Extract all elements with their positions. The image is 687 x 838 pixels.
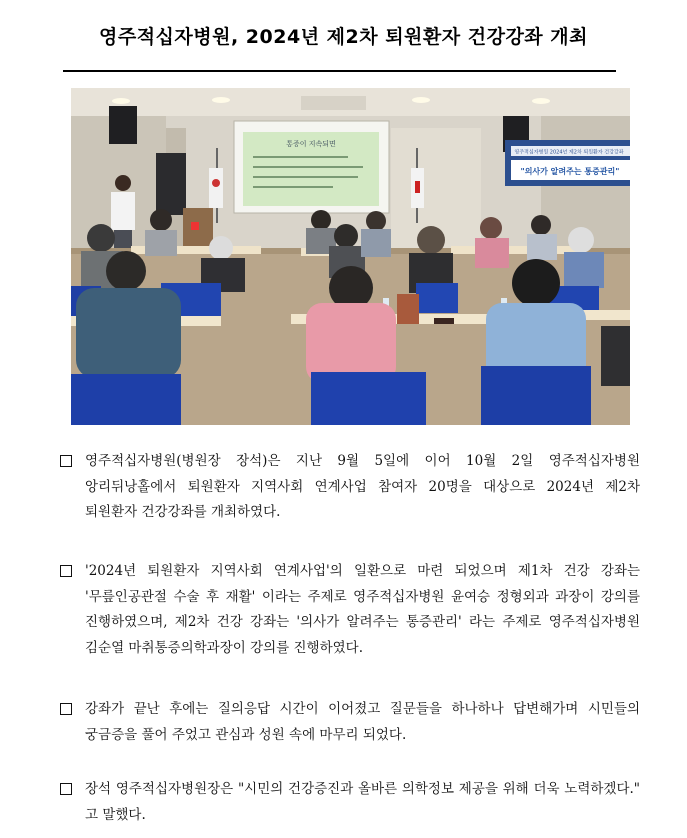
paragraph-text: 영주적십자병원(병원장 장석)은 지난 9월 5일에 이어 10월 2일 영주적십자병원 앙리뒤낭홀에서 퇴원환자 지역사회 연계사업 참여자 20명을 대상으로 2024년 제2차 퇴원환자 건강강좌를 개최하였다. [85,453,640,520]
paragraph-1 [60,449,640,526]
slide-title: 통증이 지속되면 [286,140,336,148]
paragraph-2 [60,559,640,661]
lecture-photo [71,88,630,425]
paragraph-text: 강좌가 끝난 후에는 질의응답 시간이 이어졌고 질문들을 하나하나 답변해가며 시민들의 궁금증을 풀어 주었고 관심과 성원 속에 마무리 되었다. [85,701,640,743]
paragraph-4 [60,777,640,828]
article-title: 영주적십자병원, 2024년 제2차 퇴원환자 건강강좌 개최 [99,26,588,48]
banner-subtitle: 영주적십자병원 2024년 제2차 퇴원환자 건강강좌 [514,149,624,156]
checkbox-bullet-icon [60,565,72,577]
checkbox-bullet-icon [60,455,72,467]
title-underline [63,70,616,72]
checkbox-bullet-icon [60,703,72,715]
checkbox-bullet-icon [60,783,72,795]
paragraph-text: 장석 영주적십자병원장은 "시민의 건강증진과 올바른 의학정보 제공을 위해 더욱 노력하겠다." 고 말했다. [85,781,640,823]
paragraph-text: '2024년 퇴원환자 지역사회 연계사업'의 일환으로 마련 되었으며 제1차 건강 강좌는 '무릎인공관절 수술 후 재활' 이라는 주제로 영주적십자병원 윤여승 정형외과 과장이 강의를 진행하였으며, 제2차 건강 강좌는 '의사가 알려주는 통증관리' 라는 주제로 영주적십자병원 김순열 마취통증의학과장이 강의를 진행하였다. [85,563,640,656]
banner-title: "의사가 알려주는 통증관리" [520,167,620,176]
paragraph-3 [60,697,640,748]
